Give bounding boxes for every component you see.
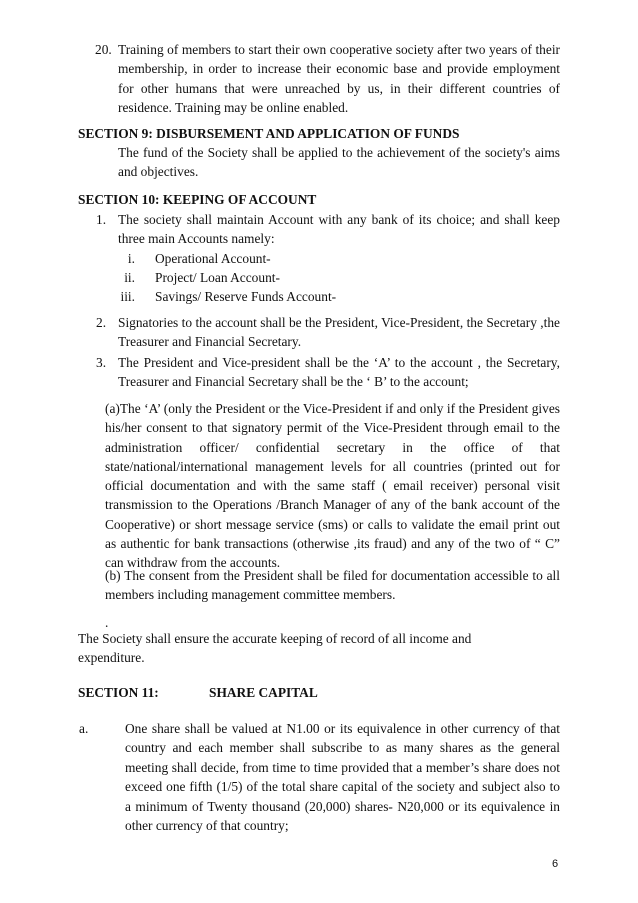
page-number: 6 (552, 858, 559, 870)
section-10-item-1-text: The society shall maintain Account with any bank of its choice; and shall keep three main Accounts namely: (118, 212, 560, 247)
stray-dot: . (105, 615, 109, 630)
section-10-item-1-number: 1. (96, 212, 107, 227)
section-11-label: SECTION 11: (78, 685, 159, 700)
item-20-body: Training of members to start their own cooperative society after two years of their membership, in order to increase their economic base and provide employment for other humans that were unreached by us, in their different countries of residence. Training may be online enabled. (118, 42, 560, 116)
section-10-heading: SECTION 10: KEEPING OF ACCOUNT (78, 192, 317, 207)
account-3-number: iii. (120, 289, 135, 304)
section-11-item-a-text: One share shall be valued at N1.00 or its equivalence in other currency of that country and each member shall subscribe to as many shares as the general meeting shall decide, from time to time provided that a member’s share does not exceed one fifth (1/5) of the total share capital of the society and subject also to a minimum of Twenty thousand (20,000) shares- N20,000 or its equivalence in other currency of that country; (125, 721, 560, 834)
item-20-number: 20. (95, 42, 112, 57)
account-2-number: ii. (124, 270, 135, 285)
paragraph-a: (a)The ‘A’ (only the President or the Vice-President if and only if the President gives his/her consent to that signatory permit of the Vice-President through email to the administration officer/ confidential secretary in the office of that state/national/international management levels for all countries (printed out for official documentation and with the same staff ( email receiver) personal visit transmission to the Operations /Branch Manager of any of the bank account of the Cooperative) or short message service (sms) or calls to validate the email print out as authentic for bank transactions (otherwise ,its fraud) and any of the two of “ C” can withdraw from the accounts. (105, 401, 560, 571)
section-9-heading: SECTION 9: DISBURSEMENT AND APPLICATION OF FUNDS (78, 126, 460, 141)
section-10-item-3-text: The President and Vice-president shall be the ‘A’ to the account , the Secretary, Treasurer and Financial Secretary shall be the ‘ B’ to the account; (118, 355, 560, 390)
record-keeping-text: The Society shall ensure the accurate keeping of record of all income and expenditure. (78, 631, 472, 666)
account-1-number: i. (127, 251, 135, 266)
section-10-item-3-number: 3. (96, 355, 107, 370)
account-1-text: Operational Account- (155, 251, 271, 266)
section-9-body: The fund of the Society shall be applied to the achievement of the society's aims and objectives. (118, 145, 560, 180)
account-3-text: Savings/ Reserve Funds Account- (155, 289, 337, 304)
section-11-title: SHARE CAPITAL (209, 685, 318, 700)
section-10-item-2-text: Signatories to the account shall be the President, Vice-President, the Secretary ,the Treasurer and Financial Secretary. (118, 315, 560, 350)
section-11-item-a-number: a. (79, 721, 89, 736)
section-10-item-2-number: 2. (96, 315, 107, 330)
paragraph-b: (b) The consent from the President shall be filed for documentation accessible to all members including management committee members. (105, 568, 560, 603)
item-20-text (118, 40, 560, 118)
account-2-text: Project/ Loan Account- (155, 270, 280, 285)
